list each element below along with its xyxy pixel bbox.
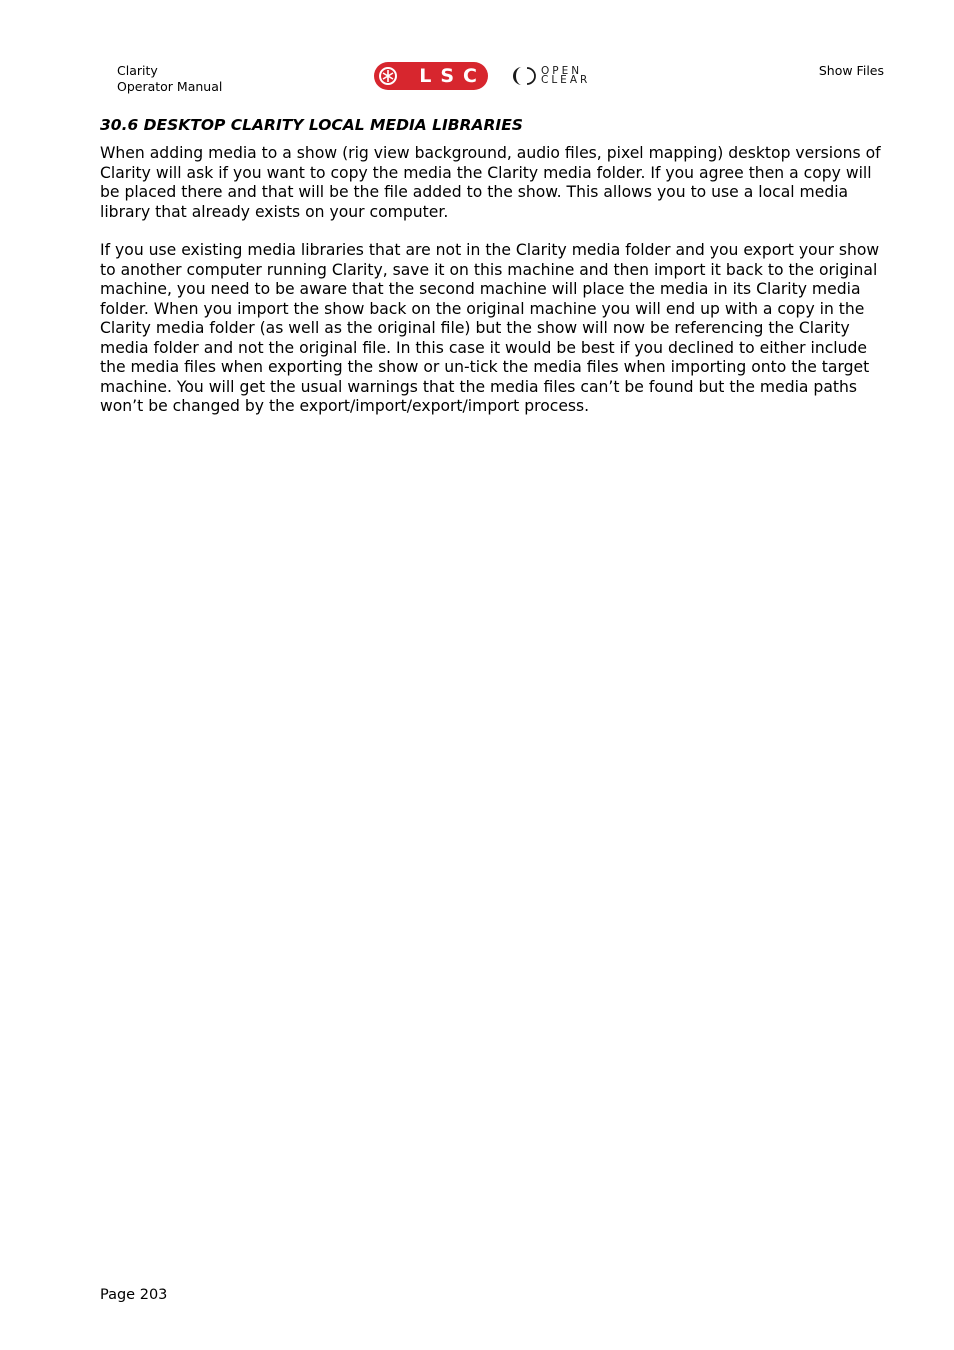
lsc-logo-text: LSC	[419, 65, 486, 87]
doc-type: Operator Manual	[117, 79, 223, 94]
paragraph-1: When adding media to a show (rig view background, audio files, pixel mapping) desktop versions of Clarity will ask if you want to copy the media the Clarity media folder. If you agree then a copy will be placed there and that will be the file added to the show. This allows you to use a local media library that already exists on your computer.	[100, 144, 881, 221]
header-left	[117, 63, 222, 95]
lsc-logo	[374, 62, 488, 90]
section-name: Show Files	[818, 63, 884, 78]
openclear-line-2: CLEAR	[541, 74, 591, 86]
page-number: Page 203	[100, 1287, 168, 1303]
paragraph-2: If you use existing media libraries that are not in the Clarity media folder and you export your show to another computer running Clarity, save it on this machine and then import it back to the original machine, you need to be aware that the second machine will place the media in its Clarity media folder. When you import the show back on the original machine you will end up with a copy in the Clarity media folder (as well as the original file) but the show will now be referencing the Clarity media folder and not the original file. In this case it would be best if you declined to either include the media files when exporting the show or un-tick the media files when importing onto the target machine. You will get the usual warnings that the media files can’t be found but the media paths won’t be changed by the export/import/export/import process.	[100, 241, 880, 415]
openclear-logo	[511, 64, 607, 88]
openclear-line-1: OPEN	[541, 65, 583, 77]
app-name: Clarity	[117, 63, 158, 78]
openclear-logo-icon	[511, 64, 541, 88]
section-heading: 30.6 DESKTOP CLARITY LOCAL MEDIA LIBRARIES	[100, 116, 523, 134]
lsc-logo-icon	[378, 66, 398, 86]
